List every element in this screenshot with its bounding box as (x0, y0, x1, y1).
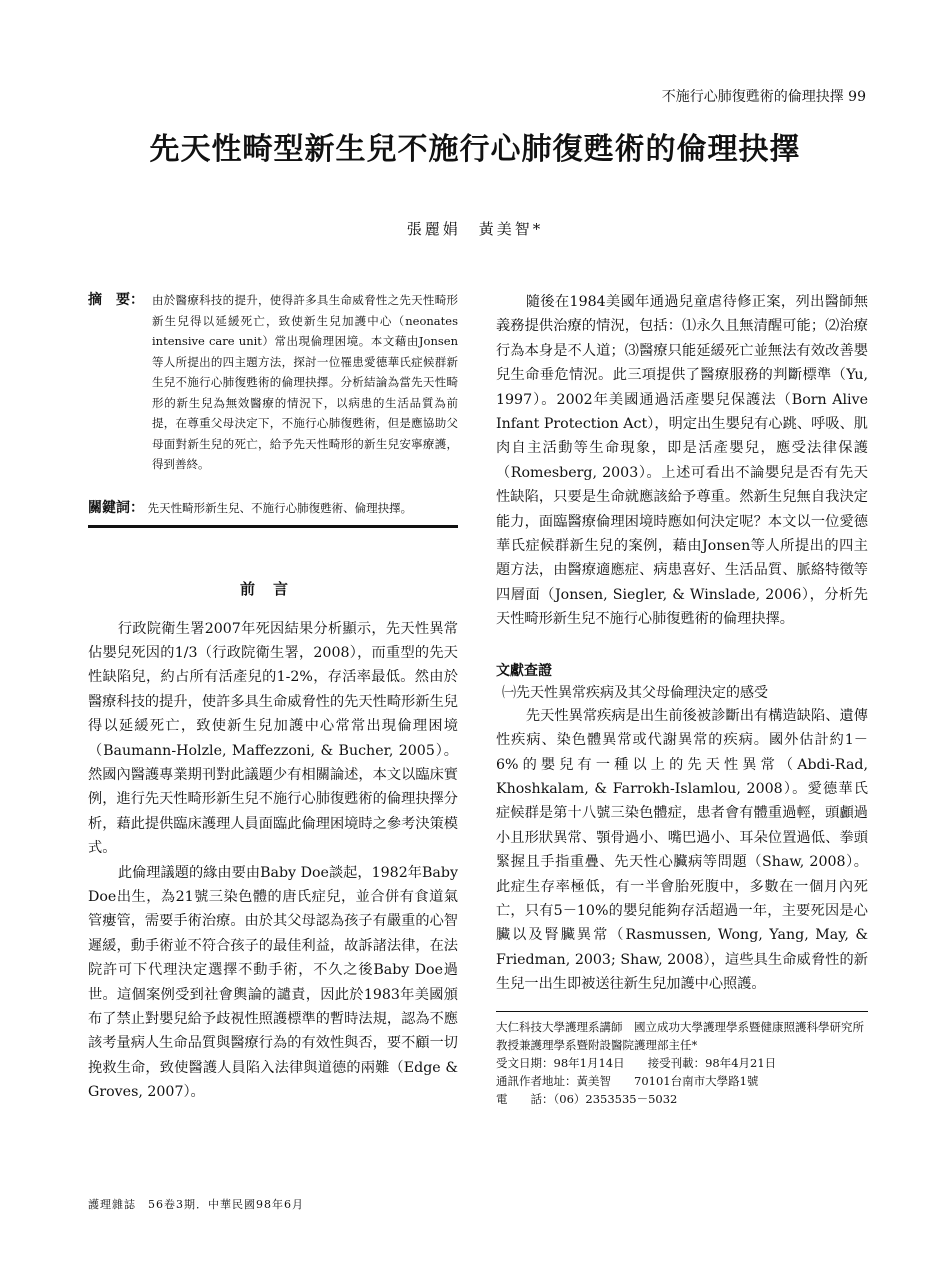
right-column (496, 290, 868, 1108)
authors: 張麗娟 黃美智* (406, 220, 544, 238)
footnote-phone: 電 話：（06）2353535－5032 (496, 1091, 678, 1106)
keywords-text: 先天性畸形新生兒、不施行心肺復甦術、倫理抉擇。 (147, 500, 413, 515)
left-column (88, 290, 458, 1105)
keywords-label: 關鍵詞： (88, 499, 144, 516)
running-head: 不施行心肺復甦術的倫理抉擇 99 (661, 89, 866, 105)
footnote-received: 受文日期：98年1月14日 接受刊載：98年4月21日 (496, 1055, 777, 1070)
abstract-text: 由於醫療科技的提升，使得許多具生命威脅性之先天性畸形新生兒得以延緩死亡，致使新生兒加護中心（neonates intensive care unit）常出現倫理困境。本文藉由Jonsen等人所提出的四主題方法，探討一位罹患愛德華氏症候群新生兒不施行心肺復甦術的倫理抉擇。分析結論為當先天性畸形的新生兒為無效醫療的情況下，以病患的生活品質為前提，在尊重父母決定下，不施行心肺復甦術，但是應協助父母面對新生兒的死亡，給予先天性畸形的新生兒安寧療護，得到善終。 (152, 293, 458, 471)
literature-heading: 文獻查證 (496, 662, 552, 679)
intro-paragraph-1: 行政院衛生署2007年死因結果分析顯示，先天性異常佔嬰兒死因的1/3（行政院衛生署，2008），而重型的先天性缺陷兒，約占所有活產兒的1-2%，存活率最低。然由於醫療科技的提升，使許多具生命威脅性的先天性畸形新生兒得以延緩死亡，致使新生兒加護中心常常出現倫理困境（Baumann-Holzle, Maffezzoni, & Bucher, 2005）。然國內醫護專業期刊對此議題少有相關論述，本文以臨床實例，進行先天性畸形新生兒不施行心肺復甦術的倫理抉擇分析，藉此提供臨床護理人員面臨此倫理困境時之參考決策模式。 (88, 620, 458, 857)
keywords (88, 497, 458, 528)
literature-subheading: ㈠先天性異常疾病及其父母倫理決定的感受 (502, 684, 768, 701)
footnote-affiliation: 大仁科技大學護理系講師 國立成功大學護理學系暨健康照護科學研究所教授兼護理學系暨附設醫院護理部主任* (496, 1019, 864, 1052)
intro-paragraph-2: 此倫理議題的緣由要由Baby Doe談起，1982年Baby Doe出生，為21號三染色體的唐氏症兒，並合併有食道氣管瘻管，需要手術治療。由於其父母認為孩子有嚴重的心智遲緩，動手術並不符合孩子的最佳利益，故訴諸法律，在法院許可下代理決定選擇不動手術，不久之後Baby Doe過世。這個案例受到社會輿論的譴責，因此於1983年美國頒布了禁止對嬰兒給予歧視性照護標準的暫時法規，認為不應該考量病人生命品質與醫療行為的有效性與否，要不顧一切挽救生命，致使醫護人員陷入法律與道德的兩難（Edge & Groves, 2007）。 (88, 864, 458, 1101)
author-footnote (496, 1011, 868, 1108)
intro-heading: 前言 (239, 579, 306, 598)
journal-footer: 護理雜誌 56卷3期．中華民國98年6月 (88, 1198, 304, 1211)
literature-paragraph-1: 先天性異常疾病是出生前後被診斷出有構造缺陷、遺傳性疾病、染色體異常或代謝異常的疾病。國外估計約1－6%的嬰兒有一種以上的先天性異常（Abdi-Rad, Khoshkalam, & Farrokh-Islamlou, 2008）。愛德華氏症候群是第十八號三染色體症，患者會有體重過輕，頭顱過小且形狀異常、顎骨過小、嘴巴過小、耳朵位置過低、拳頭緊握且手指重疊、先天性心臟病等問題（Shaw, 2008）。此症生存率極低，有一半會胎死腹中，多數在一個月內死亡，只有5－10%的嬰兒能夠存活超過一年，主要死因是心臟以及腎臟異常（Rasmussen, Wong, Yang, May, & Friedman, 2003; Shaw, 2008），這些具生命威脅性的新生兒一出生即被送往新生兒加護中心照護。 (496, 707, 868, 993)
intro-paragraph-3: 隨後在1984美國年通過兒童虐待修正案，列出醫師無義務提供治療的情況，包括：⑴永久且無清醒可能；⑵治療行為本身是不人道；⑶醫療只能延緩死亡並無法有效改善嬰兒生命垂危情況。此三項提供了醫療服務的判斷標準（Yu, 1997）。2002年美國通過活產嬰兒保護法（Born Alive Infant Protection Act），明定出生嬰兒有心跳、呼吸、肌肉自主活動等生命現象，即是活產嬰兒，應受法律保護（Romesberg, 2003）。上述可看出不論嬰兒是否有先天性缺陷，只要是生命就應該給予尊重。然新生兒無自我決定能力，面臨醫療倫理困境時應如何決定呢？本文以一位愛德華氏症候群新生兒的案例，藉由Jonsen等人所提出的四主題方法，由醫療適應症、病患喜好、生活品質、脈絡特徵等四層面（Jonsen, Siegler, & Winslade, 2006），分析先天性畸形新生兒不施行心肺復甦術的倫理抉擇。 (496, 294, 868, 628)
abstract-label: 摘 要： (88, 292, 144, 308)
paper-title: 先天性畸型新生兒不施行心肺復甦術的倫理抉擇 (149, 132, 801, 167)
abstract (88, 290, 458, 475)
footnote-address: 通訊作者地址：黃美智 70101台南市大學路1號 (496, 1073, 759, 1088)
